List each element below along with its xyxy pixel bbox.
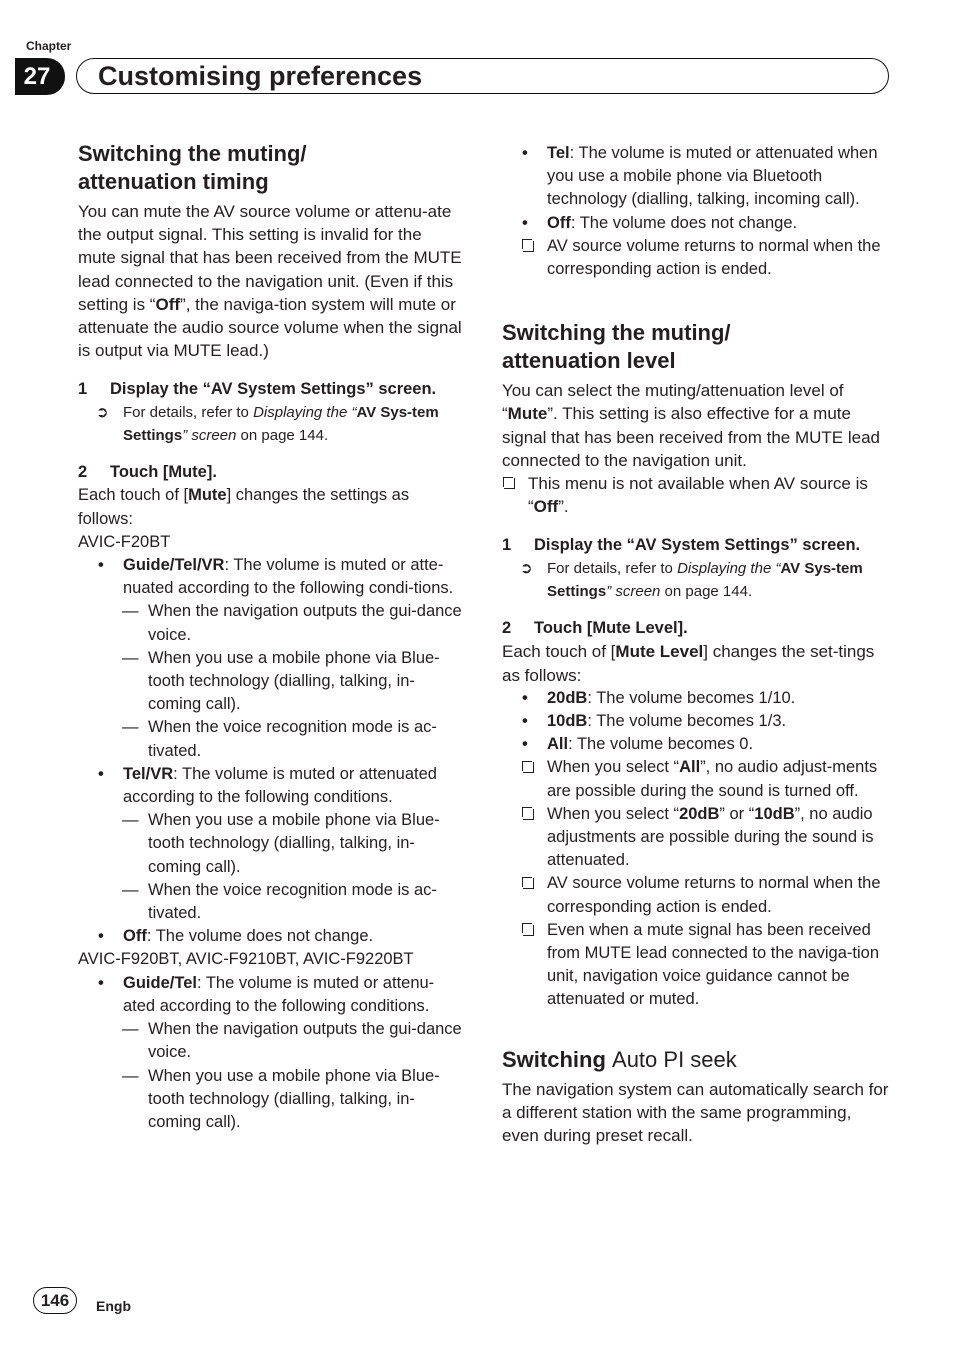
- bullet-icon: •: [522, 144, 528, 162]
- arrow-icon: ➲: [96, 404, 109, 422]
- note-item: When you select “20dB” or “10dB”, no audio adjustments are possible during the sound is attenuated.: [502, 803, 892, 873]
- note-box-icon: [523, 241, 534, 252]
- note-item: AV source volume returns to normal when the corresponding action is ended.: [502, 872, 892, 918]
- dash-icon: —: [122, 1020, 139, 1039]
- bullet-icon: •: [98, 927, 104, 946]
- list-item-guide-tel-vr: • Guide/Tel/VR: The volume is muted or atte-nuated according to the following condi-tions.: [98, 556, 454, 598]
- section-heading-muting-level: Switching the muting/ attenuation level: [502, 320, 731, 374]
- bullet-icon: •: [98, 556, 104, 575]
- chapter-title: Customising preferences: [98, 61, 423, 91]
- sub-item: — When the voice recognition mode is ac-tivated.: [122, 718, 437, 760]
- sub-item: — When the navigation outputs the gui-dance voice.: [122, 1020, 462, 1062]
- step-1-display-av-settings: 1 Display the “AV System Settings” screen.: [78, 380, 437, 399]
- step-2-description: Each touch of [Mute Level] changes the set-tings as follows:: [502, 642, 875, 685]
- left-column: [78, 140, 463, 1134]
- note-box-icon: [523, 925, 534, 936]
- chapter-label: Chapter: [26, 39, 72, 53]
- sub-item: — When the navigation outputs the gui-dance voice.: [122, 602, 462, 644]
- section-heading-muting-timing: Switching the muting/ attenuation timing: [78, 141, 307, 194]
- arrow-icon: ➲: [520, 560, 533, 578]
- list-item-off: • Off: The volume does not change.: [502, 212, 892, 235]
- dash-icon: —: [122, 880, 139, 899]
- bullet-icon: •: [98, 764, 104, 783]
- sub-item: — When the voice recognition mode is ac-tivated.: [122, 880, 437, 923]
- model-label-f20bt: AVIC-F20BT: [78, 532, 171, 551]
- step-2-touch-mute-level: 2 Touch [Mute Level].: [502, 619, 688, 638]
- dash-icon: —: [122, 811, 139, 830]
- section-intro-level: You can select the muting/attenuation level of “Mute”. This setting is also effective for a mute signal that has been received from the MUTE lead connected to the navigation unit.: [502, 381, 880, 470]
- note-item: AV source volume returns to normal when the corresponding action is ended.: [502, 235, 892, 281]
- list-item-tel-vr: • Tel/VR: The volume is muted or attenuated according to the following conditions.: [98, 764, 437, 807]
- dash-icon: —: [122, 1066, 139, 1085]
- list-item-tel: • Tel: The volume is muted or attenuated when you use a mobile phone via Bluetooth technology (dialling, talking, incoming call).: [522, 144, 878, 209]
- bullet-icon: •: [522, 213, 528, 232]
- reference-note: ➲ For details, refer to Displaying the “AV Sys-tem Settings” screen on page 144.: [78, 401, 463, 447]
- reference-note: ➲ For details, refer to Displaying the “AV Sys-tem Settings” screen on page 144.: [502, 557, 892, 603]
- bullet-icon: •: [98, 973, 104, 992]
- section-intro-timing: You can mute the AV source volume or attenu-ate the output signal. This setting is invalid for the mute signal that has been received from the MUTE lead connected to the navigation unit. (Even if this setting is “Off”, the naviga-tion system will mute or attenuate the audio source volume when the signal is output via MUTE lead.): [78, 202, 462, 361]
- section-intro-pi-seek: The navigation system can automatically search for a different station with the same programming, even during preset recall.: [502, 1079, 889, 1146]
- sub-item: — When you use a mobile phone via Blue-tooth technology (dialling, talking, in-coming call).: [122, 811, 440, 876]
- dash-icon: —: [122, 718, 139, 737]
- model-label-f920bt: AVIC-F920BT, AVIC-F9210BT, AVIC-F9220BT: [78, 950, 414, 969]
- list-item-10db: • 10dB: The volume becomes 1/3.: [502, 710, 892, 733]
- list-item-guide-tel: • Guide/Tel: The volume is muted or attenu-ated according to the following conditions.: [98, 973, 435, 1015]
- bullet-icon: •: [522, 735, 528, 754]
- list-item-off: • Off: The volume does not change.: [78, 925, 463, 948]
- note-item: Even when a mute signal has been received from MUTE lead connected to the naviga-tion unit, navigation voice guidance cannot be attenuated or muted.: [502, 919, 892, 1012]
- bullet-icon: •: [522, 712, 528, 731]
- note-box-icon: [523, 878, 534, 889]
- step-1-display-av-settings: 1 Display the “AV System Settings” screen.: [502, 536, 861, 555]
- step-2-touch-mute: 2 Touch [Mute].: [78, 463, 217, 482]
- page-number: 146: [33, 1287, 77, 1314]
- language-code: Engb: [96, 1298, 131, 1314]
- list-item-20db: • 20dB: The volume becomes 1/10.: [502, 687, 892, 710]
- note-item: This menu is not available when AV source is “Off”.: [502, 472, 892, 518]
- dash-icon: —: [122, 648, 139, 667]
- bullet-icon: •: [522, 688, 528, 707]
- list-item-all: • All: The volume becomes 0.: [502, 733, 892, 756]
- section-heading-auto-pi-seek: Switching Auto PI seek: [502, 1046, 737, 1072]
- right-column: [502, 142, 892, 1147]
- sub-item: — When you use a mobile phone via Blue-tooth technology (dialling, talking, in-coming call).: [122, 1066, 440, 1131]
- note-box-icon: [523, 809, 534, 820]
- dash-icon: —: [122, 602, 139, 621]
- chapter-number: 27: [15, 58, 65, 95]
- note-item: When you select “All”, no audio adjust-ments are possible during the sound is turned off.: [502, 756, 892, 802]
- step-2-description: Each touch of [Mute] changes the settings as follows:: [78, 486, 410, 528]
- note-box-icon: [504, 478, 515, 489]
- note-box-icon: [523, 762, 534, 773]
- sub-item: — When you use a mobile phone via Blue-tooth technology (dialling, talking, in-coming call).: [122, 648, 440, 714]
